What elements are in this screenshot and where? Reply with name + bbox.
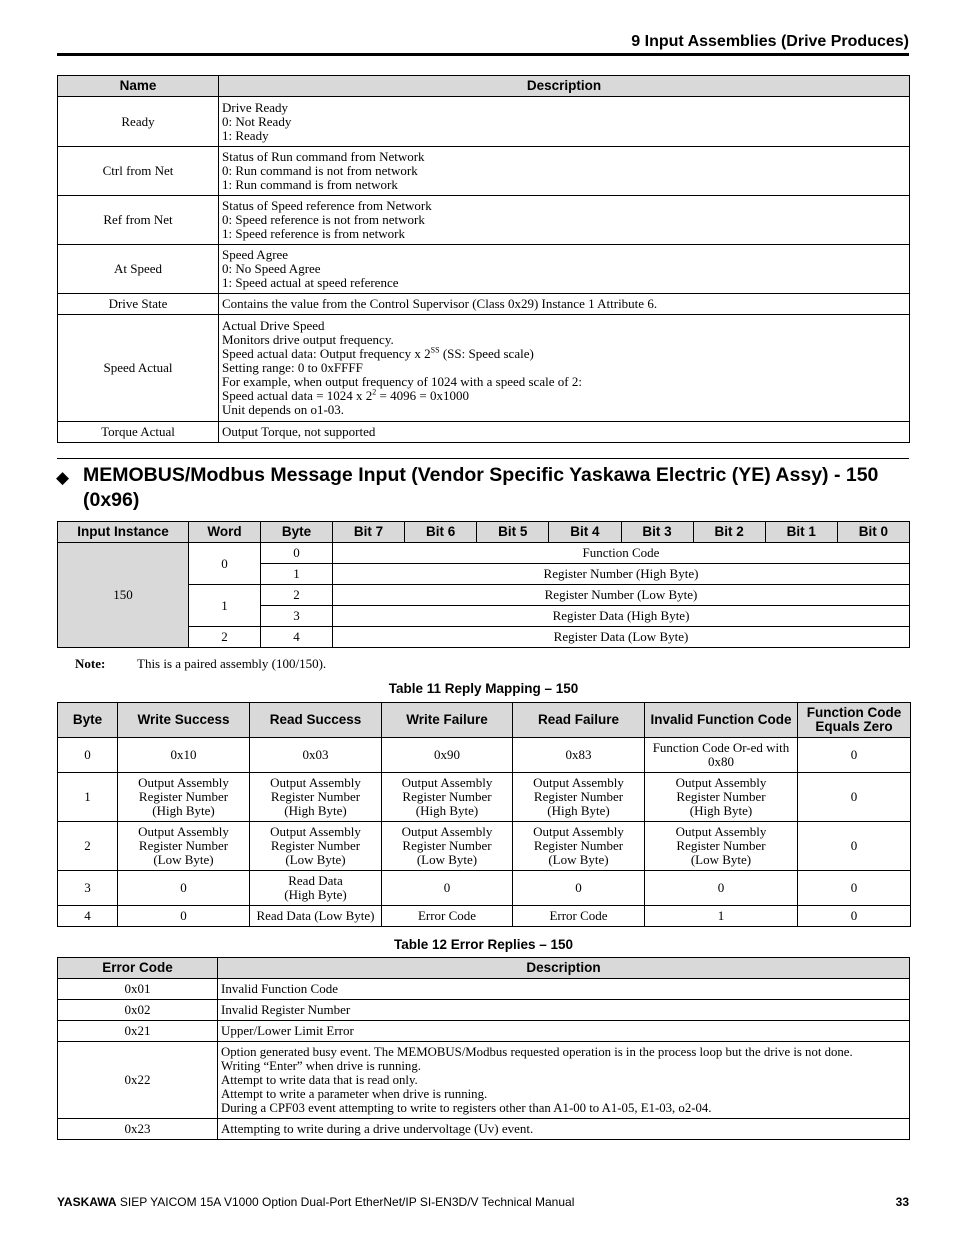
table-row — [58, 147, 910, 196]
table-caption: Table 12 Error Replies – 150 — [393, 937, 574, 952]
page-number: 33 — [895, 1195, 909, 1209]
row-description: Drive Ready 0: Not Ready 1: Ready — [219, 97, 910, 147]
byte-content-cell: Register Number (Low Byte) — [333, 585, 910, 606]
table-row — [58, 245, 910, 294]
table-cell: Output Assembly Register Number (High Byte) — [382, 773, 513, 822]
table-cell: 0x83 — [513, 738, 645, 773]
table-cell: 0 — [118, 871, 250, 906]
error-code-cell: 0x23 — [58, 1119, 218, 1140]
table-cell: Output Assembly Register Number (High Byte) — [118, 773, 250, 822]
table-row — [58, 1119, 910, 1140]
table-row — [58, 315, 910, 422]
table-cell: Read Data (Low Byte) — [250, 906, 382, 927]
column-header: Error Code — [58, 958, 218, 979]
error-description-cell: Invalid Register Number — [218, 1000, 910, 1021]
table-cell: Error Code — [513, 906, 645, 927]
row-name: Ctrl from Net — [58, 147, 219, 196]
row-name: Ref from Net — [58, 196, 219, 245]
table-cell: Output Assembly Register Number (High Byte) — [513, 773, 645, 822]
table-cell: 0x90 — [382, 738, 513, 773]
column-header: Write Failure — [382, 703, 513, 738]
column-header: Input Instance — [58, 522, 189, 543]
table-row — [58, 543, 910, 564]
column-header: Description — [218, 958, 910, 979]
table-cell: 0 — [798, 906, 911, 927]
column-header: Word — [189, 522, 261, 543]
table-row — [58, 822, 911, 871]
row-name: Drive State — [58, 294, 219, 315]
row-description: Output Torque, not supported — [219, 422, 910, 443]
column-header: Read Success — [250, 703, 382, 738]
column-header: Bit 2 — [693, 522, 765, 543]
table-cell: 0 — [798, 773, 911, 822]
table-cell: 0 — [118, 906, 250, 927]
note-label: Note: — [75, 656, 106, 671]
table-cell: Output Assembly Register Number (Low Byte) — [513, 822, 645, 871]
error-code-cell: 0x01 — [58, 979, 218, 1000]
byte-cell: 0 — [261, 543, 333, 564]
table-cell: Output Assembly Register Number (Low Byte) — [382, 822, 513, 871]
diamond-bullet-icon: ◆ — [56, 468, 70, 488]
row-name: Ready — [58, 97, 219, 147]
section-title: MEMOBUS/Modbus Message Input (Vendor Specific Yaskawa Electric (YE) Assy) - 150 (0x96) — [83, 464, 879, 511]
row-name: At Speed — [58, 245, 219, 294]
row-description: Status of Speed reference from Network 0: Speed reference is not from network 1: Speed reference is from network — [219, 196, 910, 245]
column-header: Bit 1 — [765, 522, 837, 543]
column-header: Bit 4 — [549, 522, 621, 543]
error-description-cell: Option generated busy event. The MEMOBUS/Modbus requested operation is in the process loop but the drive is not done. Writing “Enter” when drive is running. Attempt to write data that is read only. Attempt to write a parameter when drive is running. During a CPF03 event attempting to write to registers other than A1-00 to A1-05, E1-03, o2-04. — [218, 1042, 910, 1119]
table-cell: Function Code Or-ed with 0x80 — [645, 738, 798, 773]
table-row — [58, 422, 910, 443]
row-description: Status of Run command from Network 0: Run command is not from network 1: Run command is from network — [219, 147, 910, 196]
error-code-cell: 0x21 — [58, 1021, 218, 1042]
section-rule — [57, 458, 909, 459]
status-bits-table — [57, 75, 910, 443]
column-header: Bit 7 — [333, 522, 405, 543]
reply-mapping-table — [57, 702, 911, 927]
page-footer — [57, 1195, 574, 1209]
table-row — [58, 196, 910, 245]
table-cell: 2 — [58, 822, 118, 871]
table-cell: 1 — [58, 773, 118, 822]
byte-cell: 2 — [261, 585, 333, 606]
table-cell: 3 — [58, 871, 118, 906]
table-cell: 0x10 — [118, 738, 250, 773]
table-row — [58, 294, 910, 315]
table-cell: 4 — [58, 906, 118, 927]
byte-cell: 4 — [261, 627, 333, 648]
table-cell: Output Assembly Register Number (Low Byte) — [250, 822, 382, 871]
column-header: Bit 6 — [405, 522, 477, 543]
error-code-cell: 0x22 — [58, 1042, 218, 1119]
table-row — [58, 1000, 910, 1021]
table-row — [58, 1021, 910, 1042]
table-row — [58, 773, 911, 822]
row-description: Speed Agree 0: No Speed Agree 1: Speed actual at speed reference — [219, 245, 910, 294]
table-cell: Read Data (High Byte) — [250, 871, 382, 906]
row-name: Torque Actual — [58, 422, 219, 443]
row-description: Actual Drive Speed Monitors drive output frequency. Speed actual data: Output frequency x $2^{SS}$ (SS: Speed scale) Setting range: 0 to 0xFFFF For example, when output frequency of 1024 with a speed scale of 2: Speed actual data = 1024 x $2^2 = 4096 = 0x1000$ Unit depends on o1-03. — [219, 315, 910, 422]
column-header: Invalid Function Code — [645, 703, 798, 738]
table-cell: Output Assembly Register Number (High Byte) — [645, 773, 798, 822]
footer-brand: YASKAWA — [57, 1195, 117, 1209]
table-cell: Error Code — [382, 906, 513, 927]
table-cell: 0 — [513, 871, 645, 906]
error-description-cell: Upper/Lower Limit Error — [218, 1021, 910, 1042]
word-cell: 0 — [189, 543, 261, 585]
assembly-layout-table — [57, 521, 910, 648]
table-row — [58, 1042, 910, 1119]
byte-content-cell: Register Data (High Byte) — [333, 606, 910, 627]
table-row — [58, 979, 910, 1000]
table-cell: 0 — [798, 822, 911, 871]
page-header-title: 9 Input Assemblies (Drive Produces) — [631, 33, 909, 50]
word-cell: 2 — [189, 627, 261, 648]
table-row — [58, 871, 911, 906]
row-name: Speed Actual — [58, 315, 219, 422]
table-cell: 0 — [798, 738, 911, 773]
table-cell: 0 — [58, 738, 118, 773]
table-cell: 1 — [645, 906, 798, 927]
table-row — [58, 97, 910, 147]
row-description: Contains the value from the Control Supervisor (Class 0x29) Instance 1 Attribute 6. — [219, 294, 910, 315]
byte-cell: 1 — [261, 564, 333, 585]
error-replies-table — [57, 957, 910, 1140]
header-rule — [57, 53, 909, 56]
table-cell: 0 — [798, 871, 911, 906]
table-cell: 0x03 — [250, 738, 382, 773]
byte-content-cell: Function Code — [333, 543, 910, 564]
table-cell: Output Assembly Register Number (High Byte) — [250, 773, 382, 822]
byte-cell: 3 — [261, 606, 333, 627]
table-row — [58, 906, 911, 927]
column-header: Bit 3 — [621, 522, 693, 543]
byte-content-cell: Register Data (Low Byte) — [333, 627, 910, 648]
table-cell: Output Assembly Register Number (Low Byte) — [118, 822, 250, 871]
footer-text: SIEP YAICOM 15A V1000 Option Dual-Port EtherNet/IP SI-EN3D/V Technical Manual — [116, 1195, 575, 1209]
column-header: Name — [58, 76, 219, 97]
error-code-cell: 0x02 — [58, 1000, 218, 1021]
note-text: This is a paired assembly (100/150). — [137, 656, 327, 671]
error-description-cell: Attempting to write during a drive undervoltage (Uv) event. — [218, 1119, 910, 1140]
input-instance-cell: 150 — [58, 543, 189, 648]
table-cell: Output Assembly Register Number (Low Byte) — [645, 822, 798, 871]
column-header: Bit 0 — [837, 522, 909, 543]
column-header: Function Code Equals Zero — [798, 703, 911, 738]
column-header: Bit 5 — [477, 522, 549, 543]
column-header: Byte — [261, 522, 333, 543]
word-cell: 1 — [189, 585, 261, 627]
table-cell: 0 — [382, 871, 513, 906]
table-cell: 0 — [645, 871, 798, 906]
table-caption: Table 11 Reply Mapping – 150 — [388, 681, 579, 696]
column-header: Description — [219, 76, 910, 97]
column-header: Read Failure — [513, 703, 645, 738]
error-description-cell: Invalid Function Code — [218, 979, 910, 1000]
column-header: Write Success — [118, 703, 250, 738]
table-row — [58, 738, 911, 773]
byte-content-cell: Register Number (High Byte) — [333, 564, 910, 585]
column-header: Byte — [58, 703, 118, 738]
